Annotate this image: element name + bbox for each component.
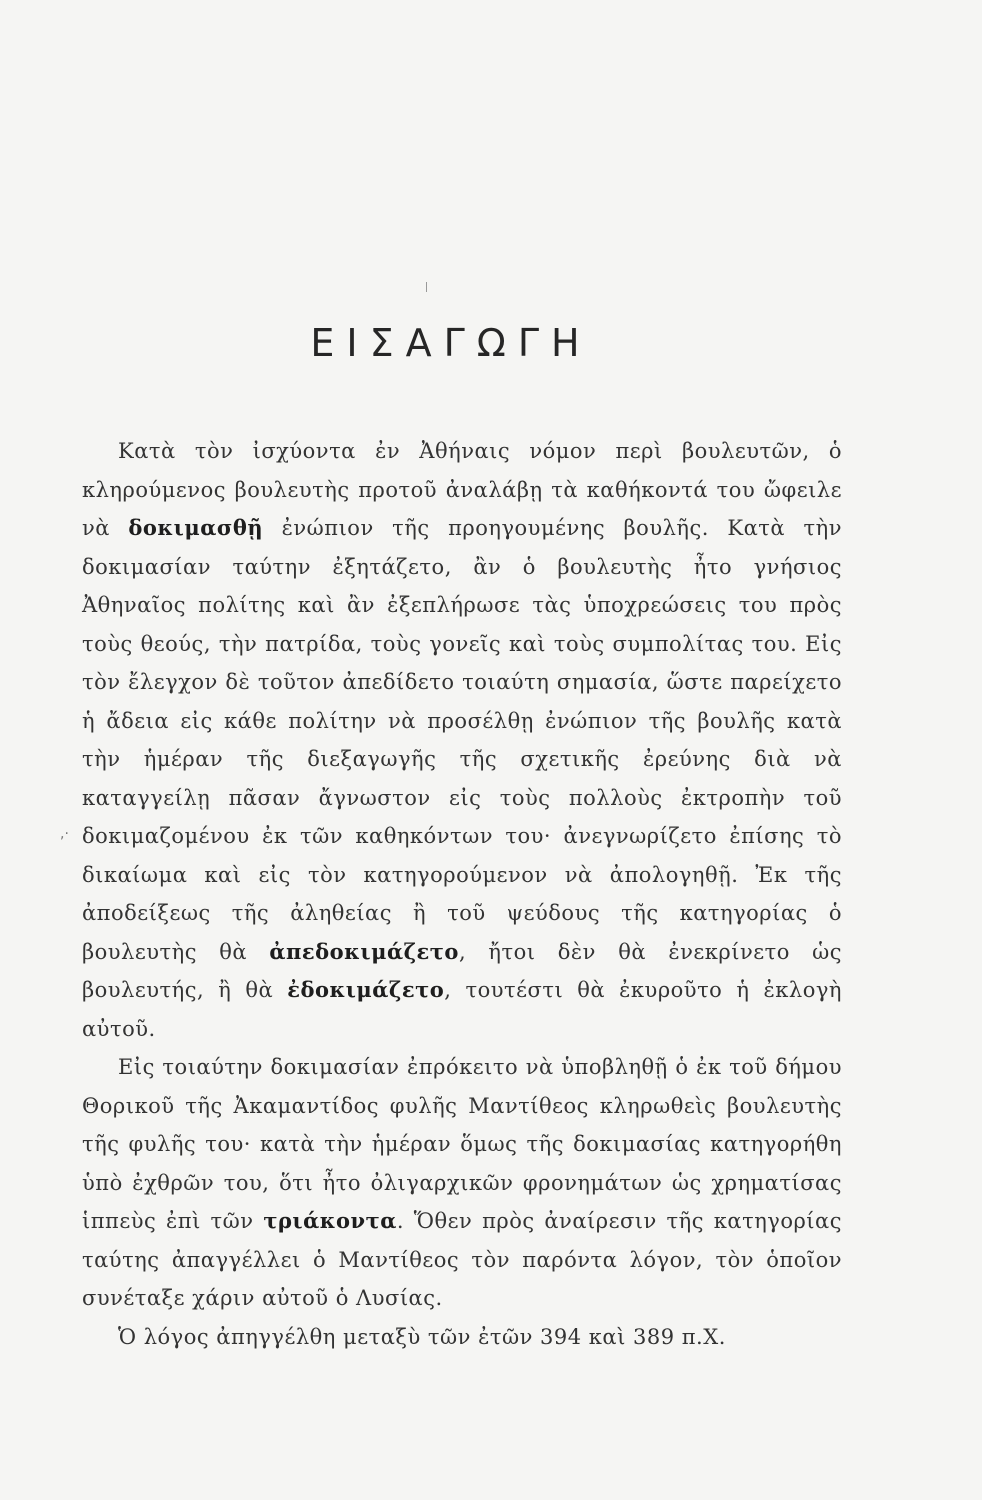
paragraph-2-text-a: Εἰς τοιαύτην δοκιμασίαν ἐπρόκειτο νὰ ὑποβληθῇ ὁ ἐκ τοῦ δήμου Θορικοῦ τῆς Ἀκαμαντίδος φυλῆς Μαντίθεος κληρωθεὶς βουλευτὴς τῆς φυλῆς του· κατὰ τὴν ἡμέραν ὅμως τῆς δοκιμασίας κατηγορήθη ὑπὸ ἐχθρῶν του, ὅτι ἦτο ὀλιγαρχικῶν φρονημάτων ὡς χρηματίσας ἱππεὺς ἐπὶ τῶν (82, 1055, 842, 1233)
paragraph-1-text-a: Κατὰ τὸν ἰσχύοντα ἐν Ἀθήναις νόμον περὶ βουλευτῶν, ὁ κληρούμενος βουλευτὴς προτοῦ ἀναλάβῃ τὰ καθήκοντά του ὤφειλε νὰ (82, 439, 842, 540)
margin-mark: ,· (60, 826, 69, 842)
term-dokimasthe: δοκιμασθῇ (128, 515, 264, 540)
paragraph-1 (82, 432, 842, 1048)
term-edokimazeto: ἐδοκιμάζετο (287, 977, 445, 1002)
paragraph-2 (82, 1048, 842, 1318)
chapter-title: ΕΙΣΑΓΩΓΗ (310, 321, 592, 366)
introduction-text (82, 432, 842, 1356)
paragraph-2-text-b: . Ὅθεν πρὸς ἀναίρεσιν τῆς κατηγορίας ταύτης ἀπαγγέλλει ὁ Μαντίθεος τὸν παρόντα λόγον, τὸν ὁποῖον συνέταξε χάριν αὐτοῦ ὁ Λυσίας. (82, 1209, 842, 1310)
paragraph-1-text-b: ἐνώπιον τῆς προηγουμένης βουλῆς. Κατὰ τὴν δοκιμασίαν ταύτην ἐξητάζετο, ἂν ὁ βουλευτὴς ἦτο γνήσιος Ἀθηναῖος πολίτης καὶ ἂν ἐξεπλήρωσε τὰς ὑποχρεώσεις του πρὸς τοὺς θεούς, τὴν πατρίδα, τοὺς γονεῖς καὶ τοὺς συμπολίτας του. Εἰς τὸν ἔλεγχον δὲ τοῦτον ἀπεδίδετο τοιαύτη σημασία, ὥστε παρείχετο ἡ ἄδεια εἰς κάθε πολίτην νὰ προσέλθῃ ἐνώπιον τῆς βουλῆς κατὰ τὴν ἡμέραν τῆς διεξαγωγῆς τῆς σχετικῆς ἐρεύνης διὰ νὰ καταγγείλῃ πᾶσαν ἄγνωστον εἰς τοὺς πολλοὺς ἐκτροπὴν τοῦ δοκιμαζομένου ἐκ τῶν καθηκόντων του· ἀνεγνωρίζετο ἐπίσης τὸ δικαίωμα καὶ εἰς τὸν κατηγορούμενον νὰ ἀπολογηθῇ. Ἐκ τῆς ἀποδείξεως τῆς ἀληθείας ἢ τοῦ ψεύδους τῆς κατηγορίας ὁ βουλευτὴς θὰ (82, 516, 842, 964)
paragraph-3: Ὁ λόγος ἀπηγγέλθη μεταξὺ τῶν ἐτῶν 394 καὶ 389 π.Χ. (118, 1324, 726, 1349)
paragraph-1-text-d: , τουτέστι θὰ ἐκυροῦτο ἡ ἐκλογὴ αὐτοῦ. (82, 978, 842, 1041)
scan-mark (426, 282, 427, 292)
paragraph-1-text-c: , ἤτοι δὲν θὰ ἐνεκρίνετο ὡς βουλευτής, ἢ θὰ (82, 939, 843, 1002)
term-triakonta: τριάκοντα (263, 1208, 397, 1233)
term-apedokimazeto: ἀπεδοκιμάζετο (269, 938, 459, 964)
